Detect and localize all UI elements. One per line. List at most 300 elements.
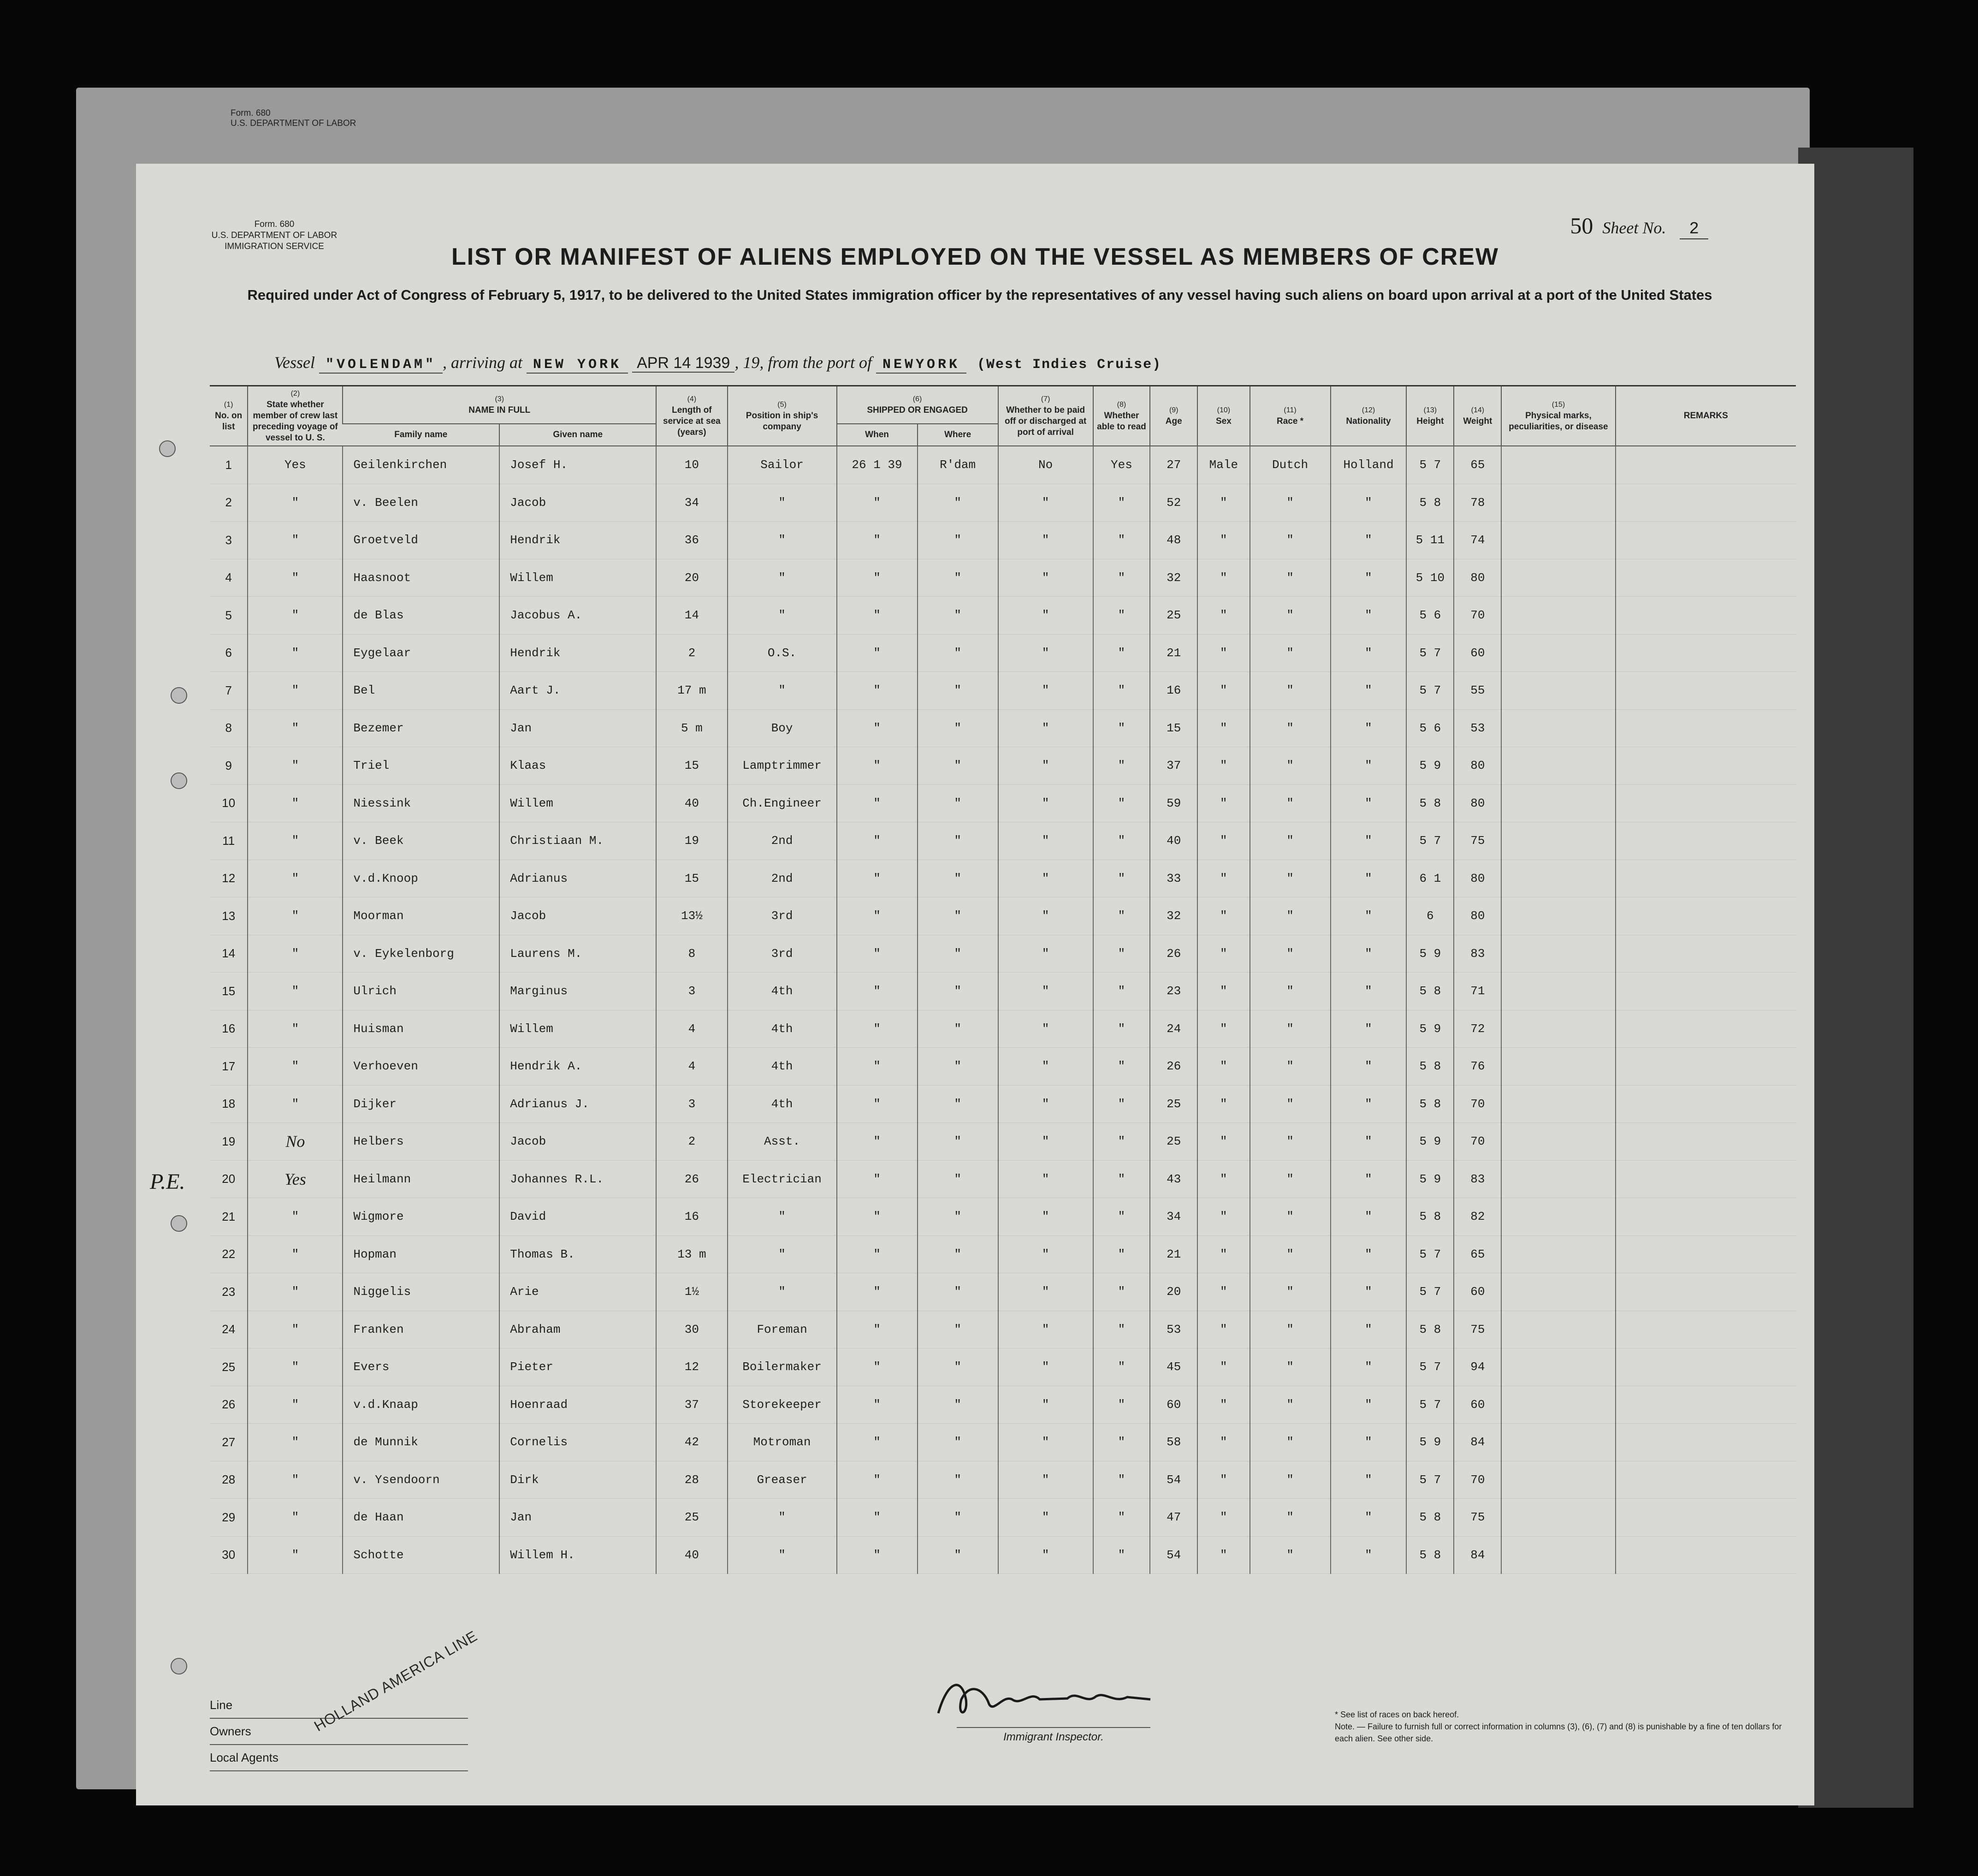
- cell-given: Pieter: [499, 1348, 656, 1386]
- cell-given: Marginus: [499, 973, 656, 1010]
- cell-height: 5 8: [1406, 1499, 1454, 1537]
- cell-length: 13½: [656, 897, 727, 935]
- cell-race: ": [1250, 709, 1331, 747]
- cell-nationality: ": [1331, 559, 1407, 597]
- table-row: [210, 935, 1796, 973]
- crew-table: [210, 385, 1796, 1574]
- cell-age: 45: [1150, 1348, 1197, 1386]
- cell-weight: 84: [1454, 1424, 1501, 1461]
- cell-length: 1½: [656, 1273, 727, 1311]
- cell-when: ": [837, 747, 918, 785]
- cell-state: ": [248, 1010, 343, 1048]
- cell-paid: ": [998, 1010, 1093, 1048]
- cell-state: ": [248, 1461, 343, 1499]
- col-marks: (15) Physical marks, peculiarities, or disease: [1501, 386, 1615, 446]
- cell-where: ": [918, 935, 998, 973]
- cell-length: 36: [656, 522, 727, 559]
- cell-given: Hendrik: [499, 634, 656, 672]
- cell-given: Willem H.: [499, 1536, 656, 1574]
- cell-remarks: [1616, 747, 1796, 785]
- cell-age: 54: [1150, 1536, 1197, 1574]
- cell-race: ": [1250, 1424, 1331, 1461]
- cell-age: 40: [1150, 822, 1197, 860]
- cell-state: ": [248, 559, 343, 597]
- cell-no: 10: [210, 784, 248, 822]
- cell-age: 33: [1150, 860, 1197, 897]
- cell-when: ": [837, 1235, 918, 1273]
- table-row: [210, 897, 1796, 935]
- table-row: [210, 484, 1796, 522]
- cell-when: ": [837, 860, 918, 897]
- cell-remarks: [1616, 1010, 1796, 1048]
- cell-state: ": [248, 484, 343, 522]
- cell-length: 17 m: [656, 672, 727, 710]
- cell-given: Adrianus J.: [499, 1085, 656, 1123]
- cell-read: ": [1093, 1048, 1150, 1086]
- header-row: [210, 386, 1796, 424]
- cell-paid: ": [998, 634, 1093, 672]
- col-race: (11) Race *: [1250, 386, 1331, 446]
- cell-height: 5 10: [1406, 559, 1454, 597]
- cell-race: ": [1250, 484, 1331, 522]
- cell-read: Yes: [1093, 446, 1150, 484]
- cell-sex: ": [1197, 1048, 1250, 1086]
- cell-no: 27: [210, 1424, 248, 1461]
- cell-given: Cornelis: [499, 1424, 656, 1461]
- cell-family: v. Beek: [343, 822, 499, 860]
- punch-hole: [171, 687, 187, 704]
- departure-port: NEWYORK: [876, 357, 966, 374]
- cell-where: ": [918, 634, 998, 672]
- punch-hole: [171, 1215, 187, 1232]
- cell-length: 37: [656, 1386, 727, 1424]
- cell-state: ": [248, 822, 343, 860]
- cell-state: ": [248, 709, 343, 747]
- cell-nationality: ": [1331, 1085, 1407, 1123]
- cell-given: Hoenraad: [499, 1386, 656, 1424]
- cell-weight: 75: [1454, 1499, 1501, 1537]
- cell-position: ": [728, 1235, 837, 1273]
- cell-when: ": [837, 522, 918, 559]
- cell-weight: 80: [1454, 559, 1501, 597]
- cell-race: ": [1250, 1010, 1331, 1048]
- cell-family: v. Beelen: [343, 484, 499, 522]
- table-row: [210, 1386, 1796, 1424]
- cell-height: 5 8: [1406, 973, 1454, 1010]
- cell-height: 5 8: [1406, 784, 1454, 822]
- cell-where: R'dam: [918, 446, 998, 484]
- cell-position: Electrician: [728, 1160, 837, 1198]
- cell-given: Thomas B.: [499, 1235, 656, 1273]
- cell-nationality: Holland: [1331, 446, 1407, 484]
- cell-nationality: ": [1331, 1160, 1407, 1198]
- cell-position: 4th: [728, 1010, 837, 1048]
- cell-given: Willem: [499, 559, 656, 597]
- cell-where: ": [918, 1424, 998, 1461]
- table-row: [210, 446, 1796, 484]
- cell-weight: 80: [1454, 784, 1501, 822]
- cell-family: Verhoeven: [343, 1048, 499, 1086]
- cell-length: 13 m: [656, 1235, 727, 1273]
- table-row: [210, 1198, 1796, 1236]
- cell-position: Motroman: [728, 1424, 837, 1461]
- cell-position: ": [728, 1273, 837, 1311]
- cell-state: ": [248, 522, 343, 559]
- cell-paid: ": [998, 1499, 1093, 1537]
- cell-marks: [1501, 1499, 1615, 1537]
- agent-stamp: HOLLAND AMERICA LINE: [311, 1627, 480, 1735]
- col-age: (9) Age: [1150, 386, 1197, 446]
- table-row: [210, 1536, 1796, 1574]
- cell-given: Dirk: [499, 1461, 656, 1499]
- cell-remarks: [1616, 1311, 1796, 1348]
- cell-height: 5 7: [1406, 822, 1454, 860]
- inspector-label: Immigrant Inspector.: [957, 1727, 1150, 1744]
- arrival-date: APR 14 1939: [632, 354, 734, 373]
- cell-sex: ": [1197, 1273, 1250, 1311]
- cell-where: ": [918, 709, 998, 747]
- cell-family: Groetveld: [343, 522, 499, 559]
- cell-weight: 72: [1454, 1010, 1501, 1048]
- punch-hole: [171, 772, 187, 789]
- cell-nationality: ": [1331, 672, 1407, 710]
- cell-height: 5 9: [1406, 1010, 1454, 1048]
- cell-state: ": [248, 597, 343, 635]
- cell-no: 9: [210, 747, 248, 785]
- cell-position: 4th: [728, 973, 837, 1010]
- cell-state: ": [248, 1048, 343, 1086]
- cell-state: ": [248, 1198, 343, 1236]
- cell-length: 20: [656, 559, 727, 597]
- col-where: Where: [918, 424, 998, 446]
- cell-length: 28: [656, 1461, 727, 1499]
- cell-when: ": [837, 935, 918, 973]
- cell-family: v.d.Knoop: [343, 860, 499, 897]
- cell-when: ": [837, 709, 918, 747]
- cell-no: 15: [210, 973, 248, 1010]
- cell-remarks: [1616, 559, 1796, 597]
- cell-family: Moorman: [343, 897, 499, 935]
- cell-race: ": [1250, 597, 1331, 635]
- cell-family: Niessink: [343, 784, 499, 822]
- vessel-line: Vessel "VOLENDAM" , arriving at NEW YORK APR 14 1939 , 19, from the port of NEWYORK (West Indies Cruise): [274, 353, 1168, 373]
- cell-where: ": [918, 1160, 998, 1198]
- cell-where: ": [918, 1536, 998, 1574]
- cell-sex: ": [1197, 935, 1250, 973]
- cell-no: 20: [210, 1160, 248, 1198]
- cell-race: ": [1250, 784, 1331, 822]
- cell-sex: ": [1197, 1160, 1250, 1198]
- cell-race: ": [1250, 1386, 1331, 1424]
- cell-when: ": [837, 1198, 918, 1236]
- cell-sex: ": [1197, 672, 1250, 710]
- cell-height: 5 9: [1406, 747, 1454, 785]
- cell-length: 15: [656, 747, 727, 785]
- cell-when: ": [837, 597, 918, 635]
- cell-sex: Male: [1197, 446, 1250, 484]
- cell-nationality: ": [1331, 1010, 1407, 1048]
- cell-age: 59: [1150, 784, 1197, 822]
- cell-race: ": [1250, 559, 1331, 597]
- col-no: (1) No. on list: [210, 386, 248, 446]
- cell-given: Willem: [499, 1010, 656, 1048]
- cell-family: de Blas: [343, 597, 499, 635]
- cell-race: ": [1250, 1198, 1331, 1236]
- cell-read: ": [1093, 1311, 1150, 1348]
- cell-read: ": [1093, 784, 1150, 822]
- cell-family: Niggelis: [343, 1273, 499, 1311]
- cell-no: 2: [210, 484, 248, 522]
- cell-age: 15: [1150, 709, 1197, 747]
- cell-when: ": [837, 1123, 918, 1161]
- cell-height: 5 6: [1406, 597, 1454, 635]
- cell-sex: ": [1197, 1010, 1250, 1048]
- cell-race: ": [1250, 634, 1331, 672]
- cell-weight: 80: [1454, 897, 1501, 935]
- cell-paid: ": [998, 1348, 1093, 1386]
- cell-height: 5 6: [1406, 709, 1454, 747]
- cell-when: ": [837, 1386, 918, 1424]
- table-row: [210, 597, 1796, 635]
- cell-remarks: [1616, 484, 1796, 522]
- cell-marks: [1501, 1386, 1615, 1424]
- cell-given: Jacob: [499, 484, 656, 522]
- cell-position: 3rd: [728, 935, 837, 973]
- cell-paid: ": [998, 1123, 1093, 1161]
- cell-position: Sailor: [728, 446, 837, 484]
- cell-state: ": [248, 1085, 343, 1123]
- cell-paid: ": [998, 747, 1093, 785]
- cell-length: 3: [656, 973, 727, 1010]
- arrival-port: NEW YORK: [527, 357, 628, 374]
- cell-when: ": [837, 1085, 918, 1123]
- margin-note: P.E.: [150, 1170, 185, 1194]
- cell-sex: ": [1197, 1311, 1250, 1348]
- cell-nationality: ": [1331, 634, 1407, 672]
- cell-family: de Munnik: [343, 1424, 499, 1461]
- cell-read: ": [1093, 1123, 1150, 1161]
- cell-weight: 76: [1454, 1048, 1501, 1086]
- cell-height: 5 9: [1406, 1160, 1454, 1198]
- cell-state: ": [248, 1499, 343, 1537]
- cell-family: Evers: [343, 1348, 499, 1386]
- cell-height: 5 9: [1406, 935, 1454, 973]
- cell-length: 30: [656, 1311, 727, 1348]
- cell-age: 32: [1150, 897, 1197, 935]
- cell-position: 2nd: [728, 860, 837, 897]
- cell-age: 25: [1150, 1085, 1197, 1123]
- cell-age: 26: [1150, 935, 1197, 973]
- vessel-name: "VOLENDAM": [319, 357, 443, 374]
- cell-remarks: [1616, 935, 1796, 973]
- cell-sex: ": [1197, 522, 1250, 559]
- cell-length: 2: [656, 634, 727, 672]
- cell-given: Adrianus: [499, 860, 656, 897]
- cell-read: ": [1093, 822, 1150, 860]
- cell-sex: ": [1197, 1386, 1250, 1424]
- cell-age: 53: [1150, 1311, 1197, 1348]
- cell-marks: [1501, 784, 1615, 822]
- cell-read: ": [1093, 634, 1150, 672]
- cell-paid: ": [998, 1273, 1093, 1311]
- cell-marks: [1501, 634, 1615, 672]
- cell-when: ": [837, 1048, 918, 1086]
- cell-state: ": [248, 672, 343, 710]
- cell-state: ": [248, 1235, 343, 1273]
- cell-weight: 60: [1454, 634, 1501, 672]
- cell-race: ": [1250, 860, 1331, 897]
- cell-nationality: ": [1331, 709, 1407, 747]
- cell-nationality: ": [1331, 747, 1407, 785]
- cell-where: ": [918, 1461, 998, 1499]
- cell-age: 21: [1150, 634, 1197, 672]
- cell-nationality: ": [1331, 1424, 1407, 1461]
- cell-race: ": [1250, 1499, 1331, 1537]
- table-row: [210, 1160, 1796, 1198]
- cell-age: 47: [1150, 1499, 1197, 1537]
- cell-remarks: [1616, 446, 1796, 484]
- cell-nationality: ": [1331, 860, 1407, 897]
- cell-family: v. Eykelenborg: [343, 935, 499, 973]
- cell-position: Lamptrimmer: [728, 747, 837, 785]
- cell-race: ": [1250, 1160, 1331, 1198]
- cell-family: Heilmann: [343, 1160, 499, 1198]
- cell-age: 20: [1150, 1273, 1197, 1311]
- table-row: [210, 1461, 1796, 1499]
- cell-length: 12: [656, 1348, 727, 1386]
- cell-paid: No: [998, 446, 1093, 484]
- cell-remarks: [1616, 1198, 1796, 1236]
- cell-height: 5 11: [1406, 522, 1454, 559]
- cell-nationality: ": [1331, 973, 1407, 1010]
- col-paid: (7) Whether to be paid off or discharged at port of arrival: [998, 386, 1093, 446]
- cell-where: ": [918, 1273, 998, 1311]
- cell-position: Asst.: [728, 1123, 837, 1161]
- cell-length: 4: [656, 1010, 727, 1048]
- cell-state: ": [248, 1386, 343, 1424]
- table-row: [210, 1085, 1796, 1123]
- cell-given: Jacobus A.: [499, 597, 656, 635]
- cruise-note: (West Indies Cruise): [977, 357, 1162, 373]
- table-row: [210, 1235, 1796, 1273]
- cell-sex: ": [1197, 709, 1250, 747]
- cell-family: Schotte: [343, 1536, 499, 1574]
- cell-remarks: [1616, 634, 1796, 672]
- cell-remarks: [1616, 822, 1796, 860]
- cell-sex: ": [1197, 822, 1250, 860]
- cell-height: 5 8: [1406, 1311, 1454, 1348]
- cell-when: ": [837, 1273, 918, 1311]
- cell-where: ": [918, 860, 998, 897]
- cell-remarks: [1616, 973, 1796, 1010]
- col-read: (8) Whether able to read: [1093, 386, 1150, 446]
- table-row: [210, 559, 1796, 597]
- cell-weight: 74: [1454, 522, 1501, 559]
- cell-nationality: ": [1331, 1048, 1407, 1086]
- cell-family: Ulrich: [343, 973, 499, 1010]
- cell-height: 5 9: [1406, 1424, 1454, 1461]
- cell-age: 52: [1150, 484, 1197, 522]
- cell-where: ": [918, 1010, 998, 1048]
- back-form-stamp: Form. 680 U.S. DEPARTMENT OF LABOR: [231, 108, 356, 128]
- cell-age: 25: [1150, 597, 1197, 635]
- cell-age: 58: [1150, 1424, 1197, 1461]
- cell-marks: [1501, 522, 1615, 559]
- cell-length: 16: [656, 1198, 727, 1236]
- cell-where: ": [918, 672, 998, 710]
- cell-position: ": [728, 672, 837, 710]
- cell-where: ": [918, 1198, 998, 1236]
- table-row: [210, 1348, 1796, 1386]
- punch-hole: [159, 440, 176, 457]
- table-row: [210, 784, 1796, 822]
- cell-marks: [1501, 1461, 1615, 1499]
- cell-position: Greaser: [728, 1461, 837, 1499]
- cell-family: Bezemer: [343, 709, 499, 747]
- cell-no: 22: [210, 1235, 248, 1273]
- table-row: [210, 973, 1796, 1010]
- cell-where: ": [918, 822, 998, 860]
- cell-no: 30: [210, 1536, 248, 1574]
- cell-read: ": [1093, 1536, 1150, 1574]
- cell-given: Hendrik: [499, 522, 656, 559]
- cell-paid: ": [998, 1235, 1093, 1273]
- cell-when: ": [837, 1461, 918, 1499]
- cell-height: 5 9: [1406, 1123, 1454, 1161]
- footer-note: * See list of races on back hereof. Note. — Failure to furnish full or correct information in columns (3), (6), (7) and (8) is punishable by a fine of ten dollars for each alien. See other side.: [1335, 1710, 1782, 1743]
- cell-when: ": [837, 973, 918, 1010]
- cell-read: ": [1093, 522, 1150, 559]
- cell-state: ": [248, 1311, 343, 1348]
- cell-sex: ": [1197, 634, 1250, 672]
- cell-sex: ": [1197, 860, 1250, 897]
- cell-where: ": [918, 1235, 998, 1273]
- cell-family: Hopman: [343, 1235, 499, 1273]
- cell-where: ": [918, 1123, 998, 1161]
- cell-remarks: [1616, 522, 1796, 559]
- cell-nationality: ": [1331, 597, 1407, 635]
- cell-nationality: ": [1331, 1348, 1407, 1386]
- cell-paid: ": [998, 1311, 1093, 1348]
- cell-marks: [1501, 484, 1615, 522]
- cell-weight: 70: [1454, 1461, 1501, 1499]
- cell-remarks: [1616, 597, 1796, 635]
- cell-height: 5 8: [1406, 484, 1454, 522]
- cell-marks: [1501, 1536, 1615, 1574]
- cell-paid: ": [998, 935, 1093, 973]
- table-row: [210, 1311, 1796, 1348]
- cell-height: 5 7: [1406, 672, 1454, 710]
- cell-state: ": [248, 897, 343, 935]
- cell-height: 5 8: [1406, 1536, 1454, 1574]
- form-stamp: Form. 680 U.S. DEPARTMENT OF LABOR IMMIGRATION SERVICE: [211, 220, 338, 251]
- cell-nationality: ": [1331, 484, 1407, 522]
- cell-where: ": [918, 597, 998, 635]
- col-sex: (10) Sex: [1197, 386, 1250, 446]
- cell-race: ": [1250, 822, 1331, 860]
- col-family: Family name: [343, 424, 499, 446]
- cell-position: Foreman: [728, 1311, 837, 1348]
- cell-remarks: [1616, 1123, 1796, 1161]
- cell-age: 32: [1150, 559, 1197, 597]
- cell-weight: 55: [1454, 672, 1501, 710]
- cell-read: ": [1093, 1273, 1150, 1311]
- cell-remarks: [1616, 1160, 1796, 1198]
- cell-family: v. Ysendoorn: [343, 1461, 499, 1499]
- cell-sex: ": [1197, 1235, 1250, 1273]
- cell-nationality: ": [1331, 897, 1407, 935]
- cell-weight: 94: [1454, 1348, 1501, 1386]
